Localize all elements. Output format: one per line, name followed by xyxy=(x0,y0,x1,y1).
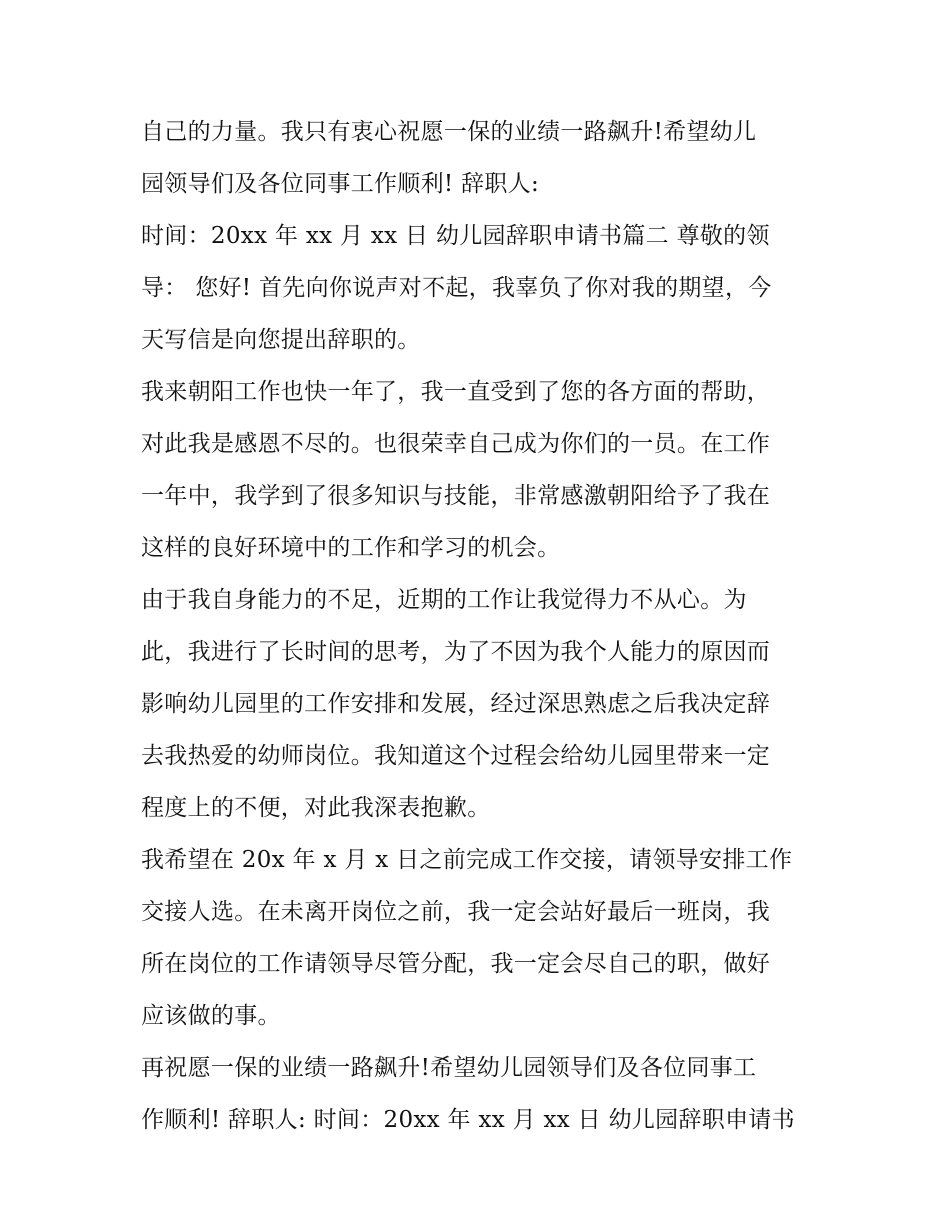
text-line: 我来朝阳工作也快一年了，我一直受到了您的各方面的帮助， xyxy=(141,379,771,405)
text-line: 交接人选。在未离开岗位之前，我一定会站好最后一班岗，我 xyxy=(141,899,771,925)
text-line: 影响幼儿园里的工作安排和发展，经过深思熟虑之后我决定辞 xyxy=(141,691,771,717)
text-line: 此，我进行了长时间的思考，为了不因为我个人能力的原因而 xyxy=(141,639,771,665)
text-line: 自己的力量。我只有衷心祝愿一保的业绩一路飙升!希望幼儿 xyxy=(141,119,757,145)
text-line: 程度上的不便，对此我深表抱歉。 xyxy=(141,795,491,821)
document-body xyxy=(141,106,821,1146)
text-line: 由于我自身能力的不足，近期的工作让我觉得力不从心。为 xyxy=(141,587,747,613)
text-line: 一年中，我学到了很多知识与技能，非常感激朝阳给予了我在 xyxy=(141,483,771,509)
text-line: 应该做的事。 xyxy=(141,1003,281,1029)
text-line: 导： 您好! 首先向你说声对不起，我辜负了你对我的期望，今 xyxy=(141,275,772,301)
text-line: 所在岗位的工作请领导尽管分配，我一定会尽自己的职，做好 xyxy=(141,951,771,977)
text-line: 我希望在 20x 年 x 月 x 日之前完成工作交接，请领导安排工作 xyxy=(141,847,793,873)
text-line: 这样的良好环境中的工作和学习的机会。 xyxy=(141,535,561,561)
text-line: 再祝愿一保的业绩一路飙升!希望幼儿园领导们及各位同事工 xyxy=(141,1055,757,1081)
text-line: 园领导们及各位同事工作顺利! 辞职人: xyxy=(141,171,540,197)
text-line: 对此我是感恩不尽的。也很荣幸自己成为你们的一员。在工作 xyxy=(141,431,771,457)
text-line: 天写信是向您提出辞职的。 xyxy=(141,327,421,353)
text-line: 作顺利! 辞职人: 时间：20xx 年 xx 月 xx 日 幼儿园辞职申请书 xyxy=(141,1107,795,1133)
text-line: 去我热爱的幼师岗位。我知道这个过程会给幼儿园里带来一定 xyxy=(141,743,771,769)
text-line: 时间：20xx 年 xx 月 xx 日 幼儿园辞职申请书篇二 尊敬的领 xyxy=(141,223,770,249)
